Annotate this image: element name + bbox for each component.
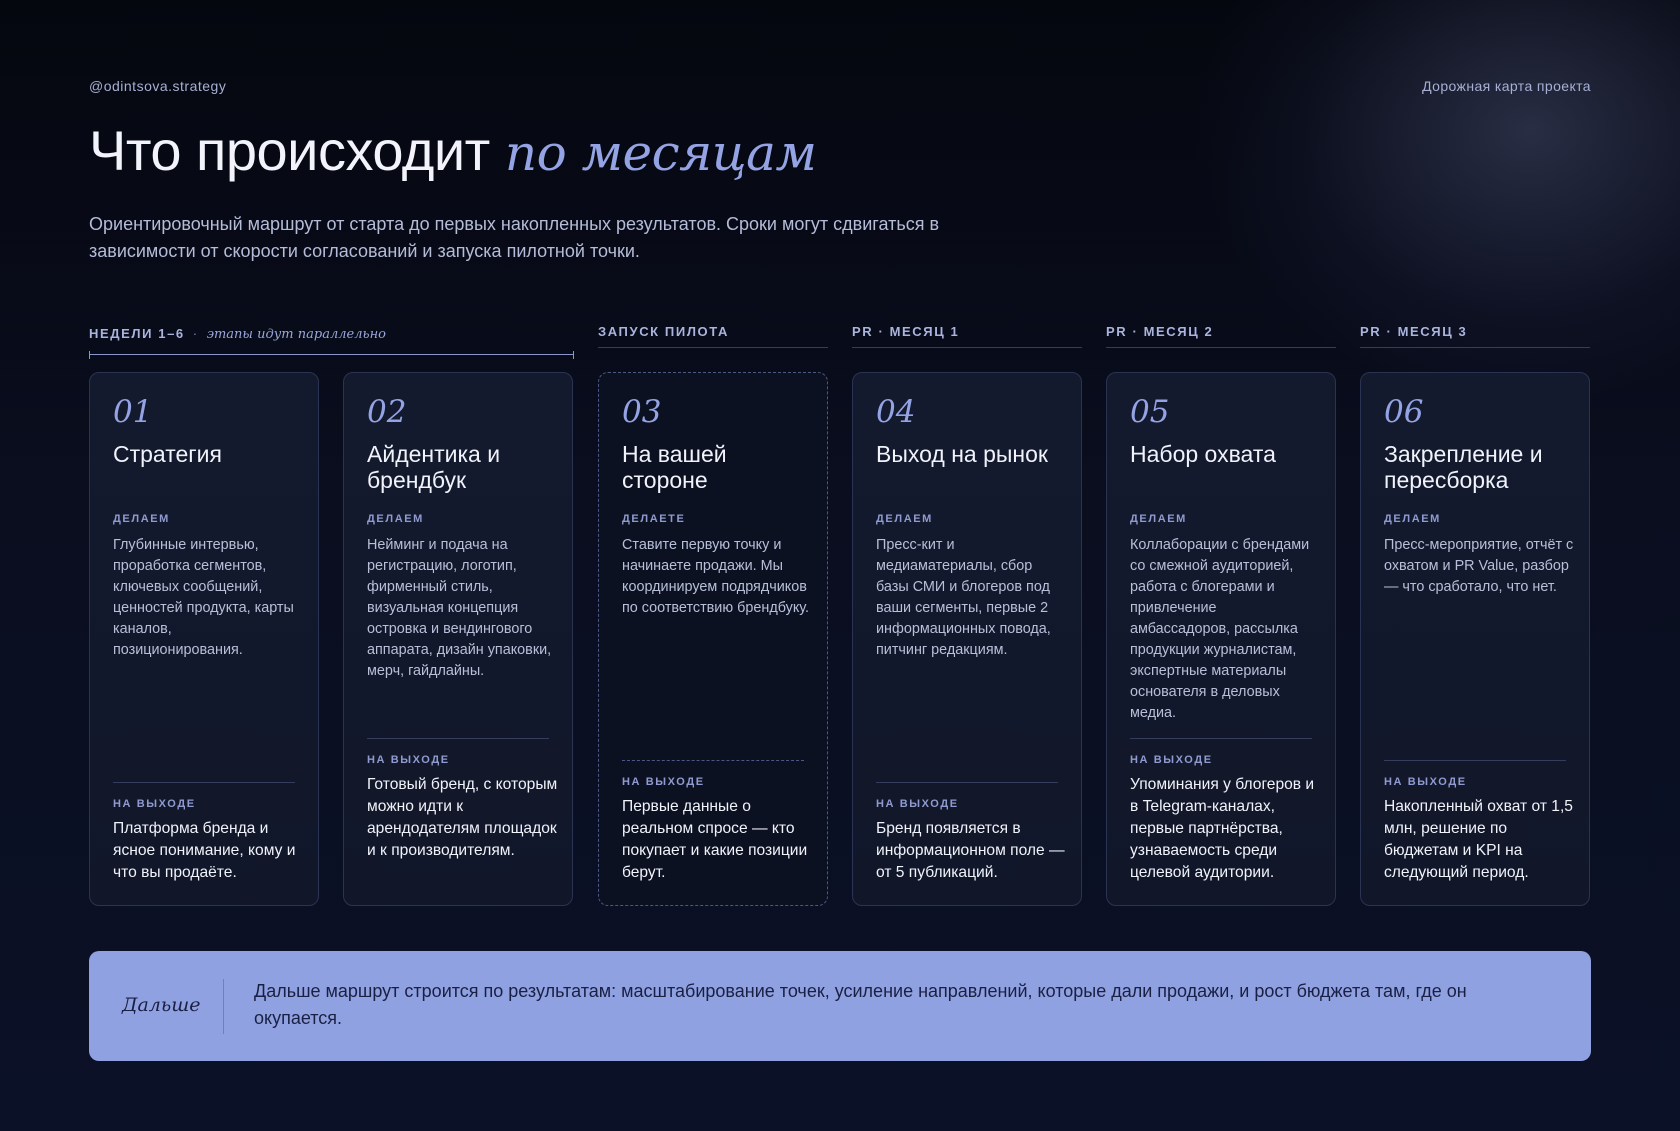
card-divider bbox=[367, 738, 549, 739]
result-label: НА ВЫХОДЕ bbox=[1384, 776, 1467, 788]
result-label: НА ВЫХОДЕ bbox=[113, 798, 196, 810]
banner-label: Дальше bbox=[122, 994, 201, 1016]
stage-title: Набор охвата bbox=[1130, 441, 1276, 467]
stage-card-identity bbox=[343, 372, 573, 906]
do-label: ДЕЛАЕМ bbox=[367, 513, 424, 525]
stage-card-consolidation bbox=[1360, 372, 1590, 906]
column-rule-pr1 bbox=[852, 347, 1082, 348]
page-title bbox=[89, 118, 816, 183]
weeks-note: этапы идут параллельно bbox=[206, 327, 386, 342]
do-label: ДЕЛАЕТЕ bbox=[622, 513, 686, 525]
stage-number: 04 bbox=[876, 394, 916, 430]
column-rule-pr2 bbox=[1106, 347, 1336, 348]
result-text: Первые данные о реальном спросе — кто покупает и какие позиции берут. bbox=[622, 798, 808, 881]
stage-number: 02 bbox=[367, 394, 407, 430]
card-divider bbox=[1384, 760, 1566, 761]
stage-number: 03 bbox=[622, 394, 662, 430]
result-text: Упоминания у блогеров и в Telegram-каналах, первые партнёрства, узнаваемость среди целевой аудитории. bbox=[1130, 776, 1315, 881]
result-text: Платформа бренда и ясное понимание, кому и что вы продаёте. bbox=[113, 820, 296, 881]
result-text: Бренд появляется в информационном поле — от 5 публикаций. bbox=[876, 820, 1065, 881]
result-label: НА ВЫХОДЕ bbox=[367, 754, 450, 766]
next-steps-banner bbox=[89, 951, 1591, 1061]
do-text: Пресс-кит и медиаматериалы, сбор базы СМИ и блогеров под ваши сегменты, первые 2 информационных повода, питчинг редакциям. bbox=[876, 537, 1051, 658]
weeks-bracket bbox=[89, 351, 574, 359]
result-label: НА ВЫХОДЕ bbox=[622, 776, 705, 788]
do-label: ДЕЛАЕМ bbox=[1384, 513, 1441, 525]
stage-title: Айдентика и брендбук bbox=[367, 441, 501, 493]
stage-title: Выход на рынок bbox=[876, 441, 1048, 467]
do-text: Ставите первую точку и начинаете продажи. Мы координируем подрядчиков по соответствию брендбуку. bbox=[622, 537, 810, 616]
result-label: НА ВЫХОДЕ bbox=[876, 798, 959, 810]
banner-divider bbox=[223, 979, 224, 1034]
title-accent: по месяцам bbox=[504, 124, 817, 182]
column-header-weeks bbox=[89, 326, 386, 342]
page-subtitle: Ориентировочный маршрут от старта до первых накопленных результатов. Сроки могут сдвигаться в зависимости от скорости согласований и запуска пилотной точки. bbox=[89, 214, 940, 261]
do-label: ДЕЛАЕМ bbox=[113, 513, 170, 525]
stage-card-client-side bbox=[598, 372, 828, 906]
result-label: НА ВЫХОДЕ bbox=[1130, 754, 1213, 766]
author-handle: @odintsova.strategy bbox=[89, 78, 227, 94]
column-header-pr1: PR · МЕСЯЦ 1 bbox=[852, 324, 960, 339]
stage-card-strategy bbox=[89, 372, 319, 906]
do-text: Коллаборации с брендами со смежной аудиторией, работа с блогерами и привлечение амбассадоров, рассылка продукции журналистам, экспертные материалы основателя в деловых медиа. bbox=[1130, 537, 1310, 721]
stage-title: Стратегия bbox=[113, 441, 222, 467]
column-rule-pilot bbox=[598, 347, 828, 348]
stage-number: 06 bbox=[1384, 394, 1424, 430]
result-text: Готовый бренд, с которым можно идти к арендодателям площадок и к производителям. bbox=[367, 776, 558, 859]
weeks-label: НЕДЕЛИ 1–6 bbox=[89, 326, 185, 341]
column-rule-pr3 bbox=[1360, 347, 1590, 348]
do-text: Глубинные интервью, проработка сегментов, ключевых сообщений, ценностей продукта, карты каналов, позиционирования. bbox=[113, 537, 294, 658]
stage-number: 01 bbox=[113, 394, 153, 430]
do-label: ДЕЛАЕМ bbox=[1130, 513, 1187, 525]
column-header-pr3: PR · МЕСЯЦ 3 bbox=[1360, 324, 1468, 339]
do-text: Пресс-мероприятие, отчёт с охватом и PR Value, разбор — что сработало, что нет. bbox=[1384, 537, 1574, 595]
stage-number: 05 bbox=[1130, 394, 1170, 430]
column-header-pr2: PR · МЕСЯЦ 2 bbox=[1106, 324, 1214, 339]
stage-card-market-entry bbox=[852, 372, 1082, 906]
do-text: Нейминг и подача на регистрацию, логотип, фирменный стиль, визуальная концепция островка и вендингового аппарата, дизайн упаковки, мерч, гайдлайны. bbox=[367, 537, 552, 679]
column-header-pilot: ЗАПУСК ПИЛОТА bbox=[598, 324, 729, 339]
stage-title: Закрепление и пересборка bbox=[1384, 441, 1543, 493]
card-divider bbox=[1130, 738, 1312, 739]
stage-title: На вашей стороне bbox=[622, 441, 727, 493]
result-text: Накопленный охват от 1,5 млн, решение по бюджетам и KPI на следующий период. bbox=[1384, 798, 1573, 881]
stage-card-reach bbox=[1106, 372, 1336, 906]
card-divider bbox=[622, 760, 804, 761]
document-label: Дорожная карта проекта bbox=[1422, 78, 1591, 94]
banner-text: Дальше маршрут строится по результатам: масштабирование точек, усиление направлений, которые дали продажи, и рост бюджета там, где он окупается. bbox=[254, 981, 1467, 1028]
card-divider bbox=[876, 782, 1058, 783]
title-plain: Что происходит bbox=[89, 119, 490, 182]
card-divider bbox=[113, 782, 295, 783]
weeks-separator: · bbox=[192, 326, 199, 341]
do-label: ДЕЛАЕМ bbox=[876, 513, 933, 525]
